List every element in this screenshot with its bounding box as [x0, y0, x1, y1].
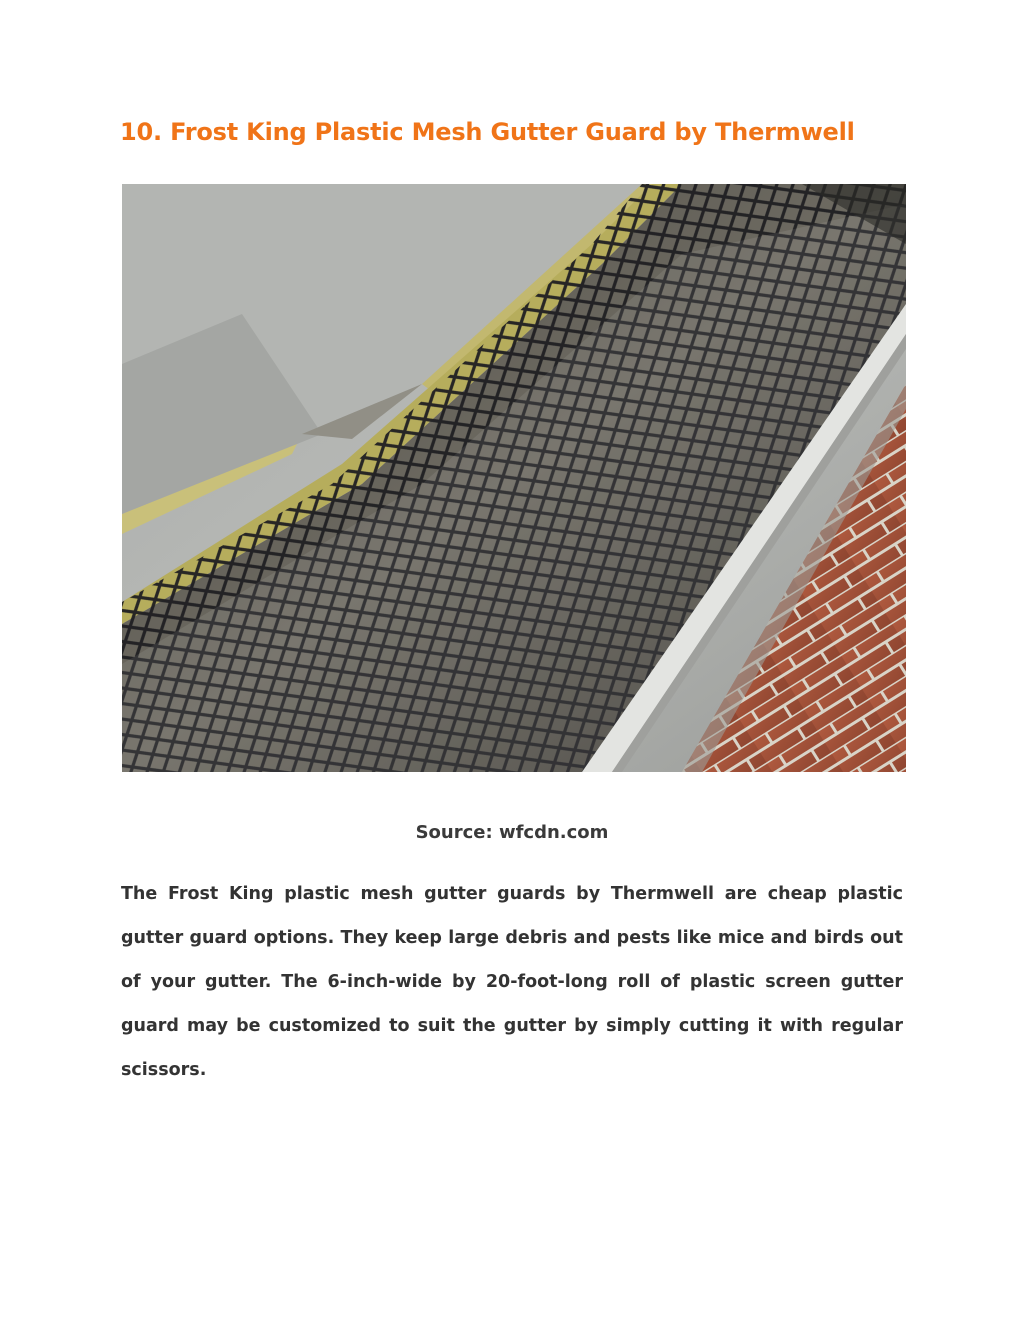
image-caption: Source: wfcdn.com: [415, 822, 609, 843]
article-paragraph: The Frost King plastic mesh gutter guards by Thermwell are cheap plastic gutter guard options. They keep large debris and pests like mice and birds out of your gutter. The 6-inch-wide by 20-foot-long roll of plastic screen gutter guard may be customized to suit the gutter by simply cutting it with regular scissors.: [121, 884, 903, 1080]
gutter-guard-photo: [122, 184, 906, 772]
article-heading: 10. Frost King Plastic Mesh Gutter Guard by Thermwell: [120, 118, 855, 146]
